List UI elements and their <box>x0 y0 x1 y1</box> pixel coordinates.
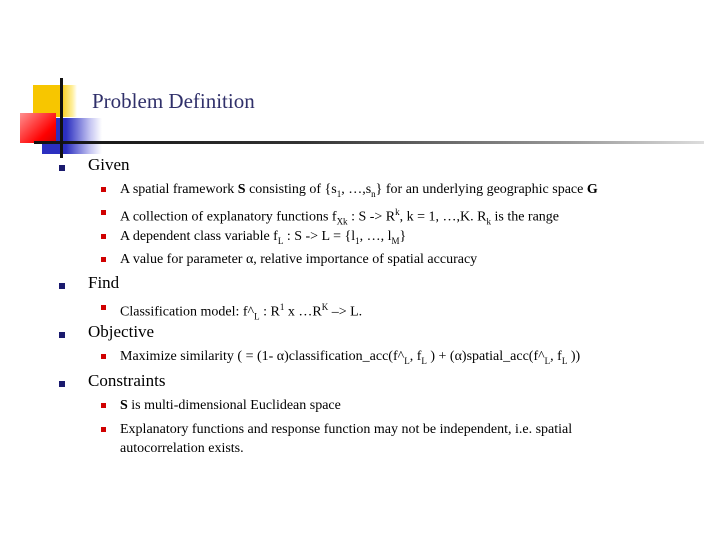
bullet-icon <box>101 187 106 192</box>
decor-red-square <box>20 113 56 143</box>
text-segment: , k = 1, …,K. R <box>399 209 487 225</box>
text-segment: k <box>395 207 400 217</box>
text-segment: L <box>544 355 551 366</box>
text-segment: L <box>421 355 427 366</box>
text-segment: Explanatory functions and response function may not be independent, i.e. spatial autocorrelation exists. <box>120 422 573 456</box>
text-segment: )) <box>567 349 581 364</box>
text-segment: Xk <box>336 216 348 227</box>
text-segment: L <box>404 355 410 366</box>
bullet-icon <box>101 234 106 239</box>
text-segment: 1 <box>279 302 285 312</box>
text-segment: 1 <box>355 235 360 246</box>
text-segment: is multi-dimensional Euclidean space <box>127 398 341 413</box>
text-segment: Maximize similarity ( = (1- α)classification_acc(f^ <box>120 349 405 364</box>
bullet-icon <box>101 305 106 310</box>
text-segment: –> L. <box>328 304 363 320</box>
text-segment: L <box>561 355 568 366</box>
list-item <box>120 180 660 204</box>
bullet-icon <box>101 427 106 432</box>
list-item <box>120 420 660 458</box>
text-segment: A dependent class variable f <box>120 229 278 244</box>
text-segment: 1 <box>336 188 342 199</box>
text-segment: A collection of explanatory functions f <box>120 209 337 225</box>
section-heading-find: Find <box>88 273 120 292</box>
text-segment: S <box>120 398 128 413</box>
text-segment: , f <box>409 349 422 364</box>
bullet-icon <box>59 381 65 387</box>
list-item <box>120 396 660 415</box>
text-segment: , f <box>550 349 562 364</box>
list-item <box>120 227 660 251</box>
slide-title: Problem Definition <box>92 89 255 113</box>
text-segment: A value for parameter α, relative importance of spatial accuracy <box>120 252 478 267</box>
text-segment: G <box>586 182 598 197</box>
text-segment: : S -> L = {l <box>283 229 356 244</box>
section-heading-constraints: Constraints <box>88 371 166 390</box>
bullet-icon <box>59 283 65 289</box>
list-item <box>120 298 660 326</box>
bullet-icon <box>101 403 106 408</box>
text-segment: M <box>391 235 400 246</box>
bullet-icon <box>101 257 106 262</box>
section-heading-given: Given <box>88 155 130 174</box>
text-segment: x …R <box>284 304 322 320</box>
bullet-icon <box>101 210 106 215</box>
text-segment: S <box>237 182 246 197</box>
text-segment: K <box>321 302 329 312</box>
bullet-icon <box>59 165 65 171</box>
text-segment: Classification model: f^ <box>120 304 255 320</box>
text-segment: } for an underlying geographic space <box>375 182 587 197</box>
text-segment: n <box>371 188 376 199</box>
text-segment: , …, l <box>359 229 392 244</box>
decor-horizontal-line <box>34 141 704 144</box>
text-segment: consisting of {s <box>245 182 337 197</box>
text-segment: k <box>486 216 491 227</box>
text-segment: : S -> R <box>347 209 396 225</box>
text-segment: , …,s <box>341 182 372 197</box>
text-segment: A spatial framework <box>120 182 238 197</box>
list-item <box>120 347 660 371</box>
text-segment: : R <box>259 304 280 320</box>
bullet-icon <box>101 354 106 359</box>
text-segment: } <box>399 229 407 244</box>
text-segment: is the range <box>490 209 560 225</box>
section-heading-objective: Objective <box>88 322 155 341</box>
text-segment: L <box>254 311 260 322</box>
decor-vertical-line <box>60 78 63 158</box>
bullet-icon <box>59 332 65 338</box>
text-segment: L <box>277 235 284 246</box>
list-item <box>120 250 660 269</box>
text-segment: ) + (α)spatial_acc(f^ <box>426 349 545 364</box>
